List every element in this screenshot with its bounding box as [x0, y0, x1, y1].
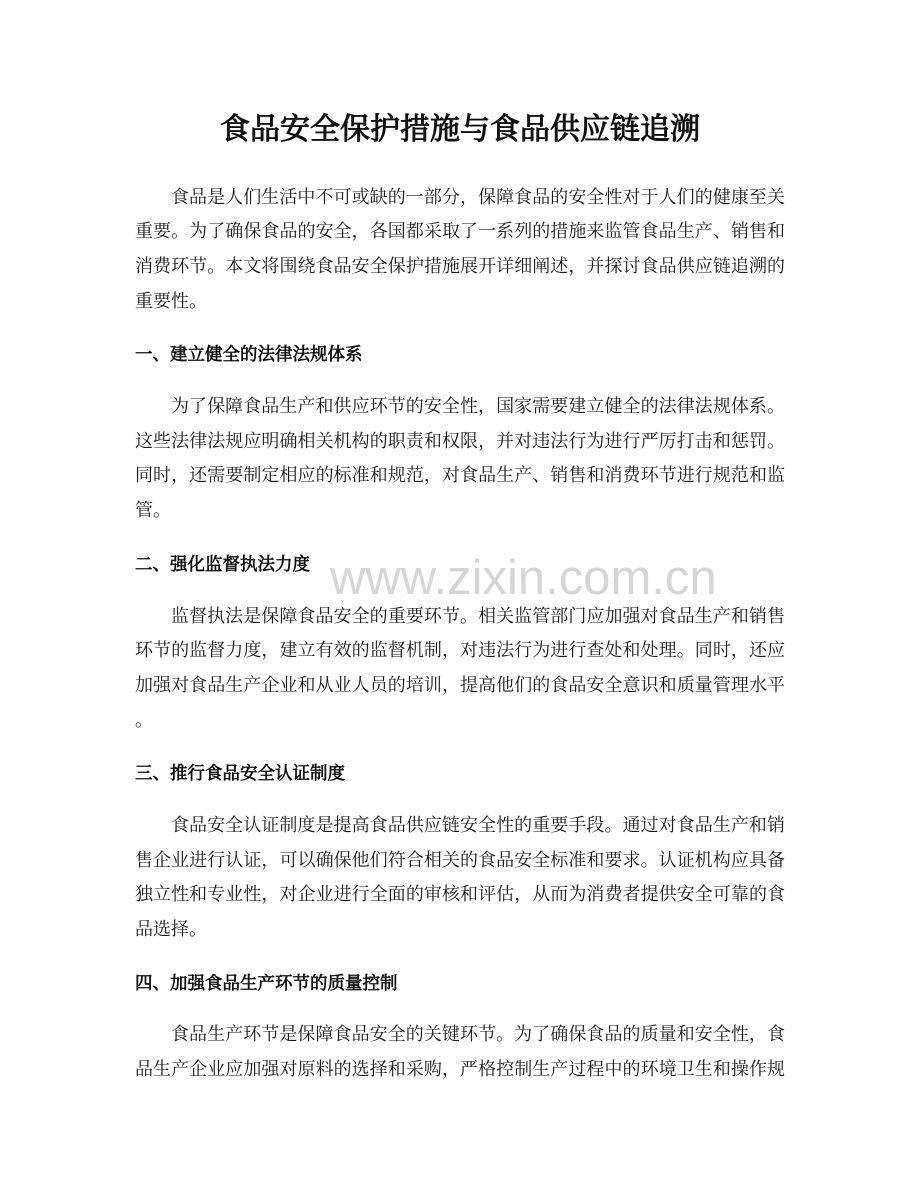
paragraph-line: 。 — [135, 709, 153, 731]
paragraph-line: 品选择。 — [135, 919, 207, 941]
paragraph-line: 食品生产环节是保障食品安全的关键环节。为了确保食品的质量和安全性，食 — [171, 1024, 785, 1046]
paragraph-line: 同时，还需要制定相应的标准和规范，对食品生产、销售和消费环节进行规范和监 — [135, 465, 785, 487]
section — [135, 757, 785, 947]
section-heading: 二、强化监督执法力度 — [135, 554, 310, 575]
paragraph-line: 独立性和专业性，对企业进行全面的审核和评估，从而为消费者提供安全可靠的食 — [135, 884, 785, 906]
paragraph-line: 监督执法是保障食品安全的重要环节。相关监管部门应加强对食品生产和销售 — [171, 605, 785, 627]
paragraph-line: 为了保障食品生产和供应环节的安全性，国家需要建立健全的法律法规体系。 — [171, 396, 785, 418]
section — [135, 967, 785, 1088]
sections-container — [135, 338, 785, 1087]
paragraph-line: 售企业进行认证，可以确保他们符合相关的食品安全标准和要求。认证机构应具备 — [135, 849, 785, 871]
section — [135, 548, 785, 738]
section-paragraph — [135, 809, 785, 948]
paragraph-line: 这些法律法规应明确相关机构的职责和权限，并对违法行为进行严厉打击和惩罚。 — [135, 430, 785, 452]
document-body — [135, 181, 785, 1088]
paragraph-line: 重要性。 — [135, 290, 207, 312]
paragraph-line: 管。 — [135, 500, 171, 522]
section-heading: 三、推行食品安全认证制度 — [135, 764, 345, 785]
paragraph-line: 食品是人们生活中不可或缺的一部分，保障食品的安全性对于人们的健康至关 — [171, 186, 785, 208]
paragraph-line: 加强对食品生产企业和从业人员的培训，提高他们的食品安全意识和质量管理水平 — [135, 674, 785, 696]
section-heading: 四、加强食品生产环节的质量控制 — [135, 973, 398, 994]
section — [135, 338, 785, 528]
intro-paragraph — [135, 181, 785, 320]
paragraph-line: 品生产企业应加强对原料的选择和采购，严格控制生产过程中的环境卫生和操作规 — [135, 1059, 785, 1081]
paragraph-line: 消费环节。本文将围绕食品安全保护措施展开详细阐述，并探讨食品供应链追溯的 — [135, 256, 785, 278]
watermark: www.zixin.com.cn — [330, 551, 717, 605]
section-heading: 一、建立健全的法律法规体系 — [135, 345, 363, 366]
paragraph-line: 食品安全认证制度是提高食品供应链安全性的重要手段。通过对食品生产和销 — [171, 814, 785, 836]
paragraph-line: 重要。为了确保食品的安全，各国都采取了一系列的措施来监管食品生产、销售和 — [135, 221, 785, 243]
section-paragraph — [135, 1018, 785, 1087]
section-paragraph — [135, 390, 785, 529]
paragraph-line: 环节的监督力度，建立有效的监督机制，对违法行为进行查处和处理。同时，还应 — [135, 640, 785, 662]
document-title: 食品安全保护措施与食品供应链追溯 — [220, 112, 700, 147]
section-paragraph — [135, 600, 785, 739]
